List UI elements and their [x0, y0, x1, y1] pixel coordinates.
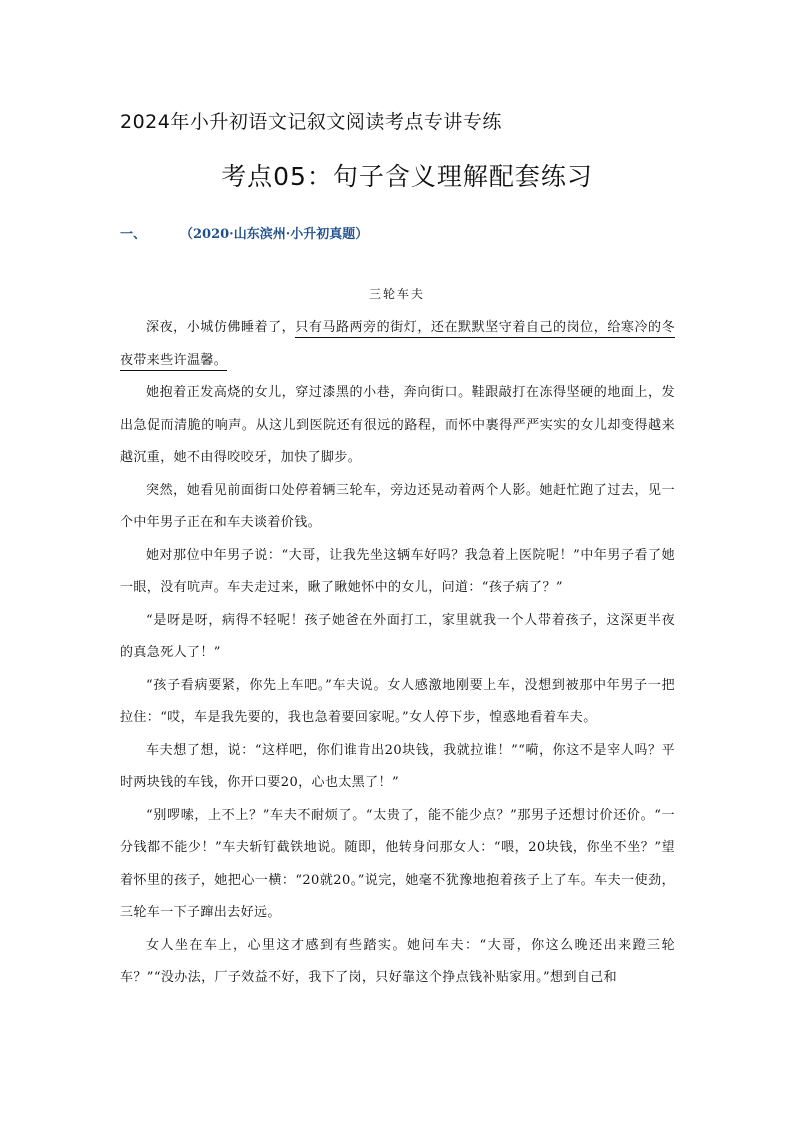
- section-source: （2020·山东滨州·小升初真题）: [180, 227, 369, 242]
- paragraph-9: 女人坐在车上，心里这才感到有些踏实。她问车夫：“大哥，你这么晚还出来蹬三轮车？”“没办法，厂子效益不好，我下了岗，只好靠这个挣点钱补贴家用。”想到自己和: [120, 937, 675, 985]
- paragraph-7: 车夫想了想，说：“这样吧，你们谁肯出20块钱，我就拉谁！”“嗬，你这不是宰人吗？平时两块钱的车钱，你开口要20，心也太黑了！”: [120, 742, 675, 790]
- paragraph-6: “孩子看病要紧，你先上车吧。”车夫说。女人感激地刚要上车，没想到被那中年男子一把拉住：“哎，车是我先要的，我也急着要回家呢。”女人停下步，惶惑地看着车夫。: [120, 677, 675, 725]
- page-title: 考点05：句子含义理解配套练习: [221, 162, 593, 191]
- paragraph-2: 她抱着正发高烧的女儿，穿过漆黑的小巷，奔向街口。鞋跟敲打在冻得坚硬的地面上，发出急促而清脆的响声。从这儿到医院还有很远的路程，而怀中裹得严严实实的女儿却变得越来越沉重，她不由得咬咬牙，加快了脚步。: [120, 385, 675, 465]
- underlined-sentence: 只有马路两旁的街灯，还在默默坚守着自己的岗位，给寒冷的冬夜带来些许温馨。: [120, 320, 675, 371]
- paragraph-1: [120, 312, 675, 377]
- story-title: 三轮车夫: [368, 287, 425, 301]
- paragraph-5: “是呀是呀，病得不轻呢！孩子她爸在外面打工，家里就我一个人带着孩子，这深更半夜的真急死人了！”: [120, 612, 675, 660]
- paragraph-3: 突然，她看见前面街口处停着辆三轮车，旁边还晃动着两个人影。她赶忙跑了过去，见一个中年男子正在和车夫谈着价钱。: [120, 482, 675, 530]
- paragraph-8: “别啰嗦，上不上？”车夫不耐烦了。“太贵了，能不能少点？”那男子还想讨价还价。“一分钱都不能少！”车夫斩钉截铁地说。随即，他转身问那女人：“喂，20块钱，你坐不坐？”望着怀里的孩子，她把心一横：“20就20。”说完，她毫不犹豫地抱着孩子上了车。车夫一使劲，三轮车一下子蹿出去好远。: [120, 807, 675, 920]
- story-body: [120, 312, 675, 995]
- section-number: 一、: [120, 227, 147, 242]
- paragraph-1-before: 深夜，小城仿佛睡着了，: [146, 320, 296, 335]
- question-section: [120, 223, 368, 242]
- paragraph-4: 她对那位中年男子说：“大哥，让我先坐这辆车好吗？我急着上医院呢！”中年男子看了她一眼，没有吭声。车夫走过来，瞅了瞅她怀中的女儿，问道：“孩子病了？”: [120, 547, 675, 595]
- document-header: 2024年小升初语文记叙文阅读考点专讲专练: [120, 111, 502, 133]
